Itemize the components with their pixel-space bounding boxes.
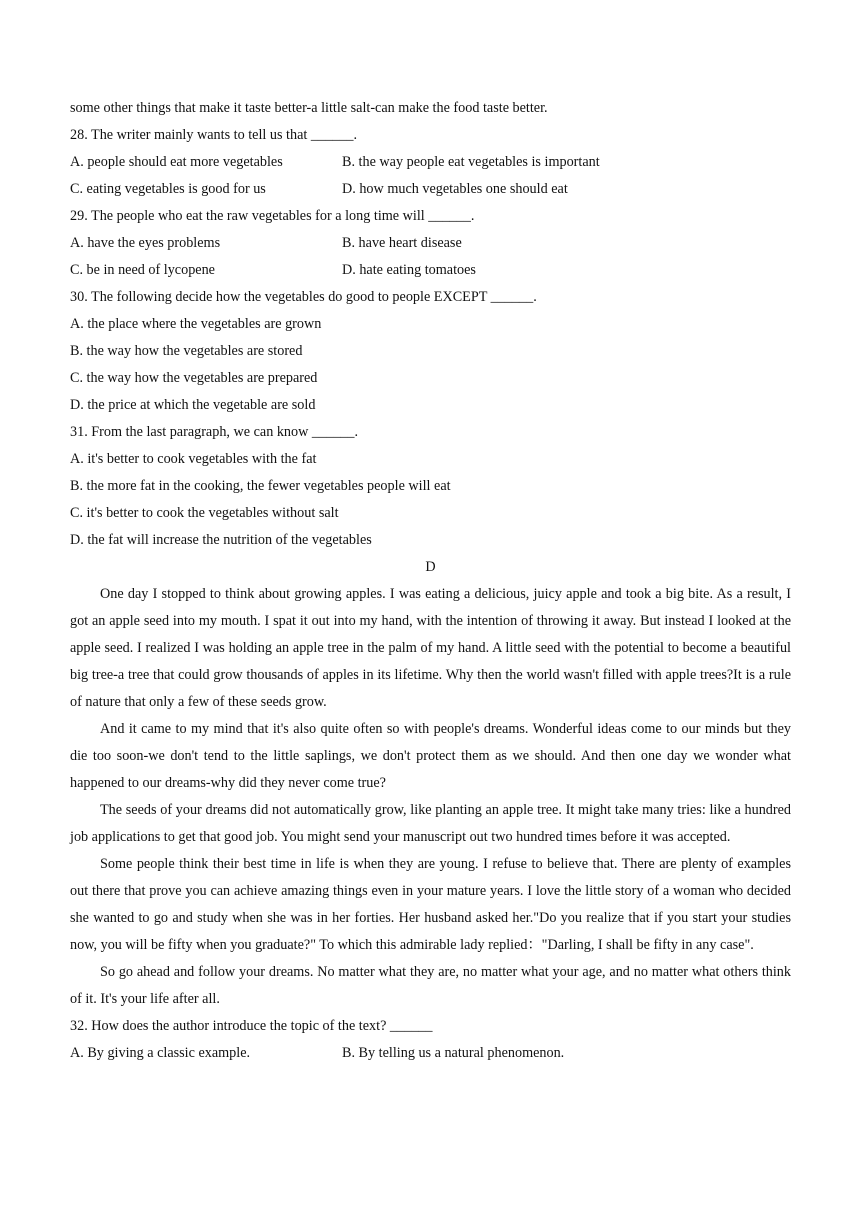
passage-paragraph-2: And it came to my mind that it's also quite often so with people's dreams. Wonderful ideas come to our minds but they die too soon-we don't tend to the little saplings, we don't protect them as we should. And then one day we wonder what happened to our dreams-why did they never come true?: [70, 721, 791, 791]
question-29-option-a: A. have the eyes problems: [70, 235, 221, 251]
question-28-options-row-2: [70, 176, 791, 203]
section-d-heading: D: [425, 559, 436, 575]
page-content: [70, 95, 791, 1067]
question-29-options-row-2: [70, 257, 791, 284]
passage-paragraph-4: Some people think their best time in life is when they are young. I refuse to believe that. There are plenty of examples out there that prove you can achieve amazing things even in your mature years. I love the little story of a woman who decided she wanted to go and study when she was in her forties. Her husband asked her."Do you realize that if you start your studies now, you will be fifty when you graduate?" To which this admirable lady replied："Darling, I shall be fifty in any case".: [70, 856, 791, 953]
question-30-stem: 30. The following decide how the vegetables do good to people EXCEPT ______.: [70, 289, 537, 305]
question-32-option-a: A. By giving a classic example.: [70, 1045, 251, 1061]
question-31-stem: 31. From the last paragraph, we can know ______.: [70, 424, 359, 440]
question-32-options-row-1: [70, 1040, 791, 1067]
question-29-options-row-1: [70, 230, 791, 257]
passage-paragraph-3: The seeds of your dreams did not automatically grow, like planting an apple tree. It might take many tries: like a hundred job applications to get that good job. You might send your manuscript out two hundred times before it was accepted.: [70, 802, 791, 845]
question-32-stem: 32. How does the author introduce the topic of the text? ______: [70, 1018, 433, 1034]
question-29-option-d: D. hate eating tomatoes: [342, 262, 476, 278]
question-28-stem: 28. The writer mainly wants to tell us that ______.: [70, 127, 357, 143]
passage-paragraph-1: One day I stopped to think about growing apples. I was eating a delicious, juicy apple and took a big bite. As a result, I got an apple seed into my mouth. I spat it out into my hand, with the intention of throwing it away. But instead I looked at the apple seed. I realized I was holding an apple tree in the palm of my hand. A little seed with the potential to become a beautiful big tree-a tree that could grow thousands of apples in its lifetime. Why then the world wasn't filled with apple trees?It is a rule of nature that only a few of these seeds grow.: [70, 586, 791, 710]
question-31-option-d: D. the fat will increase the nutrition of the vegetables: [70, 532, 372, 548]
question-31-option-c: C. it's better to cook the vegetables without salt: [70, 505, 339, 521]
question-28-option-b: B. the way people eat vegetables is important: [342, 154, 600, 170]
question-31-option-a: A. it's better to cook vegetables with the fat: [70, 451, 317, 467]
question-30-option-d: D. the price at which the vegetable are sold: [70, 397, 316, 413]
question-28-option-c: C. eating vegetables is good for us: [70, 181, 266, 197]
question-28-options-row-1: [70, 149, 791, 176]
passage-paragraph-5: So go ahead and follow your dreams. No matter what they are, no matter what your age, and no matter what others think of it. It's your life after all.: [70, 964, 791, 1007]
passage-continuation: some other things that make it taste better-a little salt-can make the food taste better.: [70, 100, 548, 116]
question-30-option-b: B. the way how the vegetables are stored: [70, 343, 303, 359]
question-31-option-b: B. the more fat in the cooking, the fewer vegetables people will eat: [70, 478, 451, 494]
question-32-option-b: B. By telling us a natural phenomenon.: [342, 1045, 565, 1061]
section-d-passage: [70, 581, 791, 1013]
question-29-stem: 29. The people who eat the raw vegetables for a long time will ______.: [70, 208, 475, 224]
question-28-option-a: A. people should eat more vegetables: [70, 154, 283, 170]
question-29-option-b: B. have heart disease: [342, 235, 462, 251]
question-29-option-c: C. be in need of lycopene: [70, 262, 215, 278]
question-28-option-d: D. how much vegetables one should eat: [342, 181, 568, 197]
question-30-option-a: A. the place where the vegetables are grown: [70, 316, 322, 332]
question-30-option-c: C. the way how the vegetables are prepared: [70, 370, 318, 386]
